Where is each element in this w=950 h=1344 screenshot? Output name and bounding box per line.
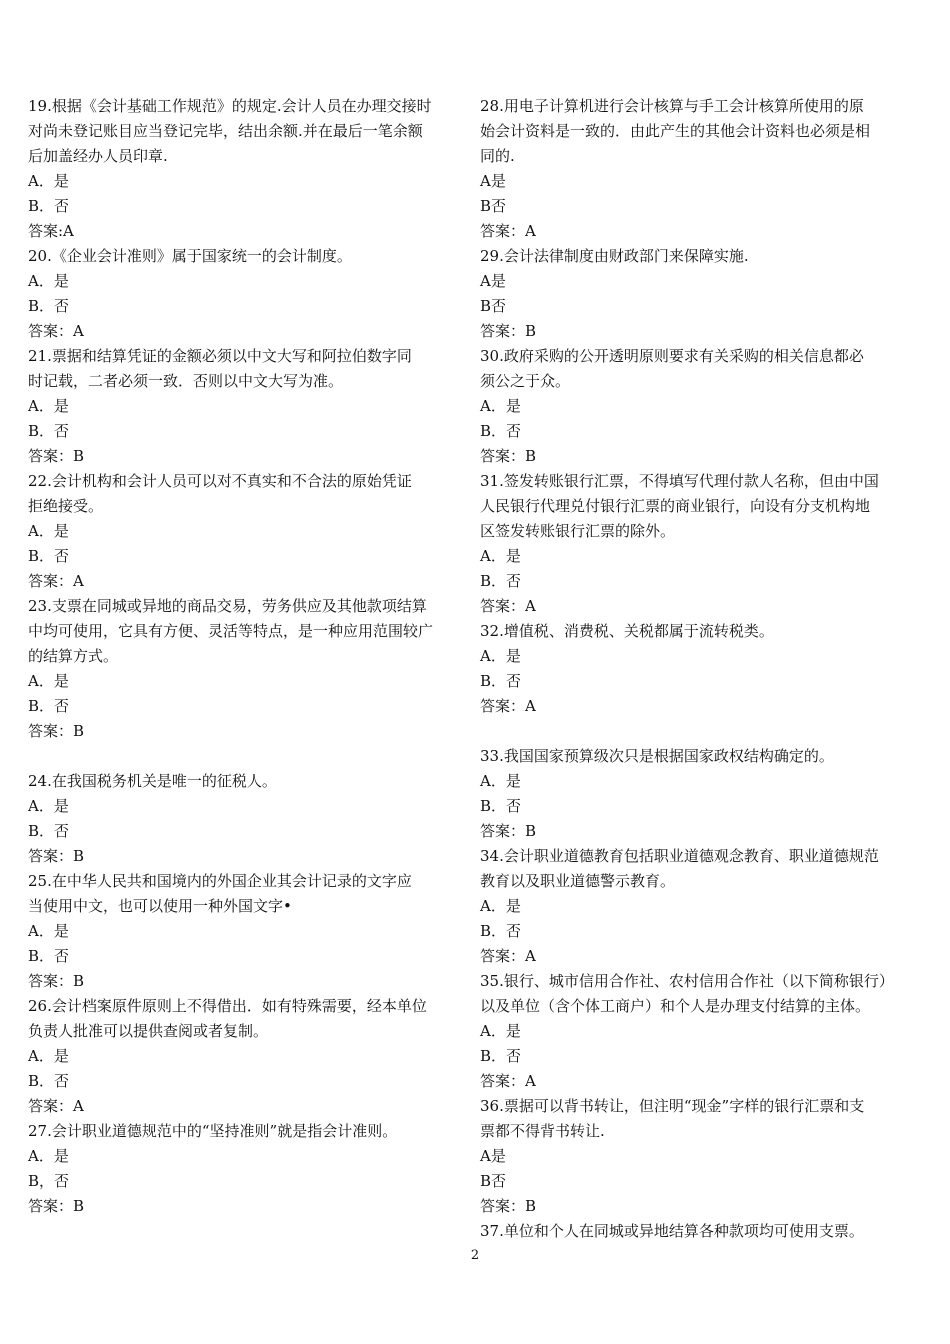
question-text: 35.银行、城市信用合作社、农村信用合作社（以下简称银行） xyxy=(480,972,894,990)
question-text: 31.签发转账银行汇票，不得填写代理付款人名称，但由中国 xyxy=(480,472,879,490)
answer-option: A是 xyxy=(480,272,506,290)
answer-option: B．否 xyxy=(28,547,70,565)
answer-key: 答案：A xyxy=(480,1072,536,1090)
question-text: 25.在中华人民共和国境内的外国企业其会计记录的文字应 xyxy=(28,872,412,890)
answer-option: B，否 xyxy=(28,1172,70,1190)
question-item xyxy=(480,244,924,344)
answer-option: A是 xyxy=(480,1147,506,1165)
answer-option: B．否 xyxy=(28,197,70,215)
question-text: 36.票据可以背书转让，但注明“现金”字样的银行汇票和支 xyxy=(480,1097,865,1115)
answer-option: B．否 xyxy=(28,822,70,840)
answer-option: A．是 xyxy=(28,1047,69,1065)
question-text: 28.用电子计算机进行会计核算与手工会计核算所使用的原 xyxy=(480,97,864,115)
question-text: 27.会计职业道德规范中的“坚持准则”就是指会计准则。 xyxy=(28,1122,398,1140)
question-item xyxy=(28,994,474,1119)
answer-key: 答案：B xyxy=(28,1197,85,1215)
answer-key: 答案：A xyxy=(480,222,536,240)
question-text: 26.会计档案原件原则上不得借出．如有特殊需要，经本单位 xyxy=(28,997,427,1015)
question-text: 对尚未登记账目应当登记完毕，结出余额.并在最后一笔余额 xyxy=(28,122,423,140)
answer-key: 答案：B xyxy=(28,972,85,990)
question-item xyxy=(28,594,474,744)
question-text: 21.票据和结算凭证的金额必须以中文大写和阿拉伯数字同 xyxy=(28,347,412,365)
question-text: 37.单位和个人在同城或异地结算各种款项均可使用支票。 xyxy=(480,1222,864,1240)
answer-option: B．否 xyxy=(480,672,522,690)
left-column xyxy=(28,94,474,1219)
answer-option: B否 xyxy=(480,297,507,315)
blank-line xyxy=(28,744,474,769)
question-text: 人民银行代理兑付银行汇票的商业银行，向设有分支机构地 xyxy=(480,497,871,515)
question-item xyxy=(480,969,924,1094)
question-text: 32.增值税、消费税、关税都属于流转税类。 xyxy=(480,622,774,640)
question-item xyxy=(28,94,474,244)
answer-key: 答案：A xyxy=(480,597,536,615)
answer-option: B．否 xyxy=(28,297,70,315)
answer-key: 答案：B xyxy=(480,322,537,340)
answer-option: B．否 xyxy=(28,1072,70,1090)
answer-key: 答案：B xyxy=(28,722,85,740)
question-text: 负责人批准可以提供查阅或者复制。 xyxy=(28,1022,269,1040)
answer-option: B．否 xyxy=(480,1047,522,1065)
blank-line xyxy=(480,719,924,744)
question-item xyxy=(28,469,474,594)
answer-key: 答案:A xyxy=(28,222,74,240)
question-item xyxy=(480,1094,924,1219)
question-item xyxy=(480,469,924,619)
answer-key: 答案：B xyxy=(480,447,537,465)
answer-option: A．是 xyxy=(28,922,69,940)
question-text: 34.会计职业道德教育包括职业道德观念教育、职业道德规范 xyxy=(480,847,879,865)
question-text: 时记载，二者必须一致．否则以中文大写为准。 xyxy=(28,372,344,390)
answer-option: A．是 xyxy=(480,1022,521,1040)
answer-key: 答案：A xyxy=(28,322,84,340)
answer-option: B．否 xyxy=(480,422,522,440)
answer-option: B否 xyxy=(480,1172,507,1190)
question-text: 须公之于众。 xyxy=(480,372,571,390)
answer-option: A．是 xyxy=(480,397,521,415)
question-text: 同的. xyxy=(480,147,515,165)
question-text: 当使用中文，也可以使用一种外国文字• xyxy=(28,897,292,915)
answer-option: B．否 xyxy=(28,697,70,715)
question-text: 的结算方式。 xyxy=(28,647,119,665)
answer-option: B．否 xyxy=(28,947,70,965)
question-text: 20.《企业会计准则》属于国家统一的会计制度。 xyxy=(28,247,352,265)
answer-option: A．是 xyxy=(28,672,69,690)
answer-option: A．是 xyxy=(480,772,521,790)
answer-key: 答案：A xyxy=(28,572,84,590)
question-item xyxy=(480,619,924,719)
answer-option: A．是 xyxy=(28,1147,69,1165)
answer-option: A是 xyxy=(480,172,506,190)
question-text: 以及单位（含个体工商户）和个人是办理支付结算的主体。 xyxy=(480,997,871,1015)
answer-option: A．是 xyxy=(28,522,69,540)
answer-option: A．是 xyxy=(480,647,521,665)
question-text: 22.会计机构和会计人员可以对不真实和不合法的原始凭证 xyxy=(28,472,412,490)
answer-key: 答案：B xyxy=(480,822,537,840)
question-text: 后加盖经办人员印章. xyxy=(28,147,168,165)
answer-option: B．否 xyxy=(480,572,522,590)
question-item xyxy=(28,869,474,994)
question-text: 拒绝接受。 xyxy=(28,497,104,515)
answer-key: 答案：A xyxy=(28,1097,84,1115)
answer-option: A．是 xyxy=(480,547,521,565)
question-text: 票都不得背书转让. xyxy=(480,1122,605,1140)
right-column xyxy=(480,94,924,1244)
question-text: 33.我国国家预算级次只是根据国家政权结构确定的。 xyxy=(480,747,834,765)
answer-key: 答案：B xyxy=(28,847,85,865)
answer-option: B否 xyxy=(480,197,507,215)
question-item xyxy=(480,744,924,844)
question-item xyxy=(28,344,474,469)
question-item xyxy=(480,94,924,244)
question-text: 区签发转账银行汇票的除外。 xyxy=(480,522,676,540)
answer-key: 答案：A xyxy=(480,947,536,965)
question-text: 29.会计法律制度由财政部门来保障实施. xyxy=(480,247,749,265)
page-number: 2 xyxy=(470,1248,480,1263)
answer-option: B．否 xyxy=(480,797,522,815)
question-item xyxy=(480,1219,924,1244)
question-item xyxy=(28,769,474,869)
question-item xyxy=(28,1119,474,1219)
answer-option: B．否 xyxy=(28,422,70,440)
answer-key: 答案：A xyxy=(480,697,536,715)
question-text: 始会计资料是一致的．由此产生的其他会计资料也必须是相 xyxy=(480,122,871,140)
answer-key: 答案：B xyxy=(28,447,85,465)
question-item xyxy=(28,244,474,344)
question-text: 19.根据《会计基础工作规范》的规定.会计人员在办理交接时 xyxy=(28,97,432,115)
answer-option: B．否 xyxy=(480,922,522,940)
answer-option: A．是 xyxy=(28,172,69,190)
question-text: 教育以及职业道德警示教育。 xyxy=(480,872,676,890)
question-text: 中均可使用，它具有方便、灵活等特点，是一种应用范围较广 xyxy=(28,622,434,640)
answer-option: A．是 xyxy=(28,397,69,415)
answer-option: A．是 xyxy=(480,897,521,915)
answer-option: A．是 xyxy=(28,272,69,290)
question-text: 30.政府采购的公开透明原则要求有关采购的相关信息都必 xyxy=(480,347,864,365)
answer-key: 答案：B xyxy=(480,1197,537,1215)
answer-option: A．是 xyxy=(28,797,69,815)
question-item xyxy=(480,844,924,969)
question-text: 24.在我国税务机关是唯一的征税人。 xyxy=(28,772,277,790)
question-text: 23.支票在同城或异地的商品交易，劳务供应及其他款项结算 xyxy=(28,597,427,615)
question-item xyxy=(480,344,924,469)
